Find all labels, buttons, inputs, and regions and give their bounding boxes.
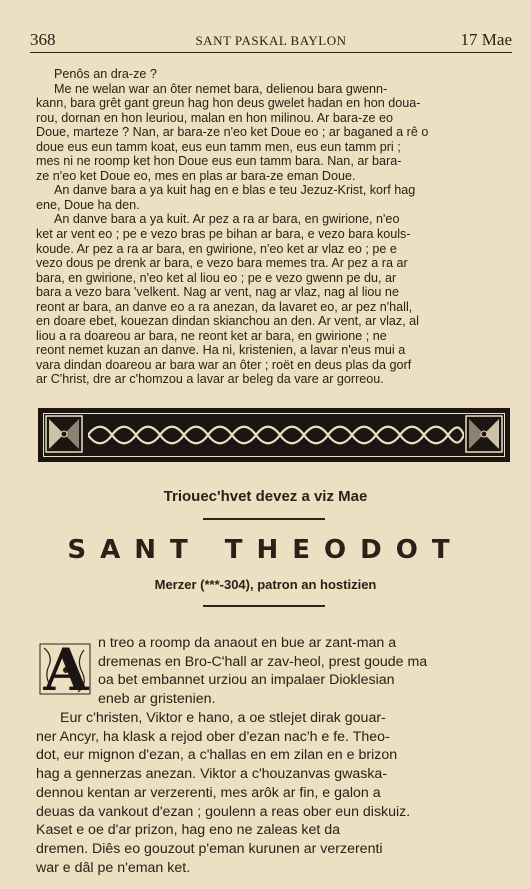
section2-intro-text xyxy=(98,634,512,709)
day-heading: Triouec'hvet devez a viz Mae xyxy=(163,488,368,505)
text-line: koude. Ar pez a ra ar bara, en gwirione, n'eo ket ar vlaz eo ; pe e xyxy=(36,241,397,256)
ornament-corner-icon xyxy=(465,415,503,453)
page-header xyxy=(30,30,512,53)
text-line: dremenas en Bro-C'hall ar zav-heol, prest goude ma xyxy=(98,653,428,670)
text-line: ner Ancyr, ha klask a rejod ober d'ezan nac'h e fe. Theo- xyxy=(36,728,390,745)
section1-text xyxy=(36,67,512,387)
text-line: vara dindan doareou ar bara war an ôter ; roët en deus plas da gorf xyxy=(36,357,412,372)
text-line: mes ni ne roomp ket hon Doue eus eun tamm bara. Nan, ar bara- xyxy=(36,154,402,169)
text-line: An danve bara a ya kuit. Ar pez a ra ar bara, en gwirione, n'eo xyxy=(54,212,400,227)
text-line: Kaset e oe d'ar prizon, hag eno ne zaleas ket da xyxy=(36,822,341,839)
text-line: ket ar vent eo ; pe e vezo bras pe bihan ar bara, e vezo bara kouls- xyxy=(36,227,411,242)
text-line: dot, eur mignon d'ezan, a c'hallas en em zilan en e brizon xyxy=(36,747,398,764)
text-line: rou, dornan en hon leuriou, malan en hon milinou. Ar bara-ze eo xyxy=(36,110,394,125)
text-line: Doue, marteze ? Nan, ar bara-ze n'eo ket Doue eo ; ar baganed a rê o xyxy=(36,125,429,140)
text-line: bara, en gwirione, n'eo ket al liou eo ; pe e vezo gwenn pe du, ar xyxy=(36,270,397,285)
text-line: hag a gennerzas anezan. Viktor a c'houzanvas gwaska- xyxy=(36,766,388,783)
saint-name-heading: SANT THEODOT xyxy=(67,535,464,565)
text-line: ar C'hrist, dre ar c'homzou a lavar ar beleg da vare ar gorreou. xyxy=(36,372,384,387)
page-number: 368 xyxy=(30,30,56,49)
text-line: Penôs an dra-ze ? xyxy=(54,67,157,81)
text-line: n treo a roomp da anaout en bue ar zant-man a xyxy=(98,635,397,651)
text-line: ene, Doue ha den. xyxy=(36,197,140,212)
text-line: reont nemet kuzan an danve. Ha ni, kristenien, a lavar n'eus mui a xyxy=(36,343,406,358)
text-line: liou a ra doareou ar bara, ne reont ket ar bara, en gwirione ; ne xyxy=(36,328,387,343)
saint-subtitle: Merzer (***-304), patron an hostizien xyxy=(154,577,377,592)
text-line: reont ar bara, an danve eo a ra anezan, da lavaret eo, ar pez n'hall, xyxy=(36,299,413,314)
subtitle-divider xyxy=(203,605,325,607)
dropcap-letter: A xyxy=(43,636,89,698)
text-line: eneb ar gristenien. xyxy=(98,691,216,708)
text-line: dremen. Diês eo gouzout p'eman kurunen ar verzerenti xyxy=(36,840,383,857)
text-line: Me ne welan war an ôter nemet bara, delienou bara gwenn- xyxy=(54,81,388,96)
decorative-ornament-band xyxy=(38,408,510,462)
running-title: SANT PASKAL BAYLON xyxy=(195,33,347,48)
text-line: en doare ebet, kouezan dindan skianchou an den. Ar vent, ar vlaz, al xyxy=(36,314,419,329)
section2-body-text xyxy=(36,709,512,877)
heading-divider xyxy=(203,518,325,520)
braid-pattern-icon xyxy=(88,422,464,448)
text-line: vezo dous pe drenk ar bara, e vezo bara memes tra. Ar pez a ra ar xyxy=(36,256,408,271)
text-line: deuas da vankout d'ezan ; goulenn a reas ober eun diskuiz. xyxy=(36,803,411,820)
ornament-corner-icon xyxy=(45,415,83,453)
text-line: bara a vezo bara 'velkent. Nag ar vent, nag ar vlaz, nag al liou ne xyxy=(36,285,399,300)
text-line: Eur c'hristen, Viktor e hano, a oe stlejet dirak gouar- xyxy=(60,710,386,726)
text-line: ze n'eo ket Doue eo, mes en plas ar bara-ze eman Doue. xyxy=(36,168,356,183)
text-line: war e dâl pe n'eman ket. xyxy=(36,859,191,876)
text-line: doue eus eun tamm koat, eus eun tamm men, eus eun tamm pri ; xyxy=(36,139,401,154)
text-line: kann, bara grêt gant greun hag hon deus gwelet hadan en hon doua- xyxy=(36,96,421,111)
header-date: 17 Mae xyxy=(460,30,512,49)
text-line: oa bet embannet urziou an impalaer Dioklesian xyxy=(98,672,395,689)
decorated-dropcap xyxy=(38,636,94,698)
text-line: dennou kentan ar verzerenti, mes arôk ar fin, e galon a xyxy=(36,784,381,801)
text-line: An danve bara a ya kuit hag en e blas e teu Jezuz-Krist, korf hag xyxy=(54,183,416,198)
